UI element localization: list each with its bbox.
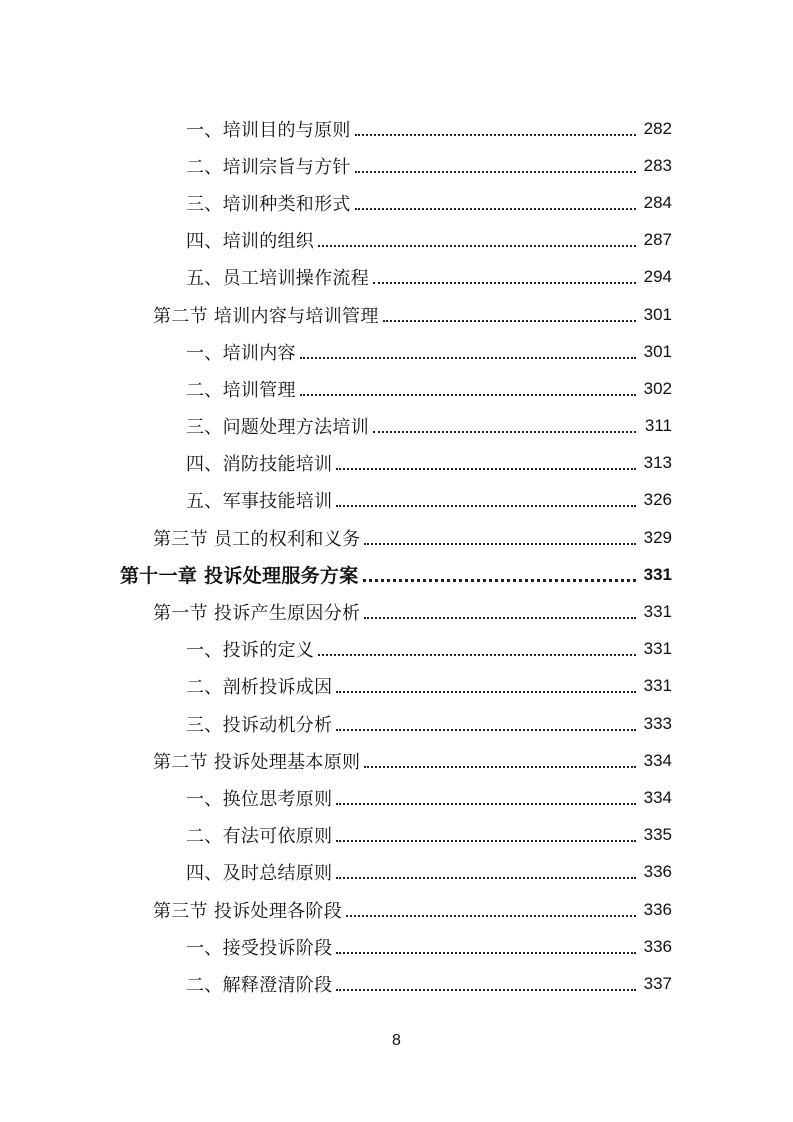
toc-dot-leader [336, 491, 636, 509]
toc-entry-title: 第二节 投诉处理基本原则 [153, 751, 361, 773]
toc-entry[interactable] [0, 631, 793, 668]
toc-dot-leader [300, 380, 636, 398]
toc-entry-page: 326 [643, 490, 672, 510]
toc-chapter-entry[interactable] [0, 556, 793, 593]
toc-entry-page: 311 [644, 416, 672, 436]
toc-entry[interactable] [0, 259, 793, 296]
toc-entry[interactable] [0, 965, 793, 1002]
toc-entry-title: 五、军事技能培训 [186, 491, 333, 513]
toc-entry-title: 四、及时总结原则 [186, 863, 333, 885]
toc-entry[interactable] [0, 854, 793, 891]
toc-dot-leader [336, 715, 636, 733]
toc-entry-title: 一、投诉的定义 [186, 640, 315, 662]
toc-entry-title: 三、投诉动机分析 [186, 714, 333, 736]
toc-dot-leader [364, 752, 636, 770]
toc-entry[interactable] [0, 705, 793, 742]
toc-entry-page: 284 [643, 192, 672, 212]
toc-entry[interactable] [0, 222, 793, 259]
toc-section-entry[interactable] [0, 519, 793, 556]
toc-entry-page: 331 [643, 602, 672, 622]
toc-entry-title: 三、培训种类和形式 [186, 193, 351, 215]
toc-entry[interactable] [0, 817, 793, 854]
toc-dot-leader [336, 789, 636, 807]
toc-entry[interactable] [0, 408, 793, 445]
toc-dot-leader [336, 938, 636, 956]
toc-dot-leader [373, 268, 636, 286]
toc-entry-page: 337 [643, 973, 672, 993]
table-of-contents [0, 110, 793, 1003]
toc-entry-page: 334 [643, 750, 672, 770]
toc-entry-title: 二、培训宗旨与方针 [186, 156, 351, 178]
page-number: 8 [392, 1032, 401, 1049]
toc-dot-leader [336, 826, 636, 844]
toc-entry-page: 335 [643, 825, 672, 845]
toc-dot-leader [363, 566, 636, 584]
toc-section-entry[interactable] [0, 742, 793, 779]
toc-entry-title: 四、培训的组织 [186, 231, 315, 253]
toc-entry[interactable] [0, 779, 793, 816]
toc-entry-page: 302 [643, 378, 672, 398]
toc-entry[interactable] [0, 110, 793, 147]
toc-entry[interactable] [0, 333, 793, 370]
toc-entry-title: 二、培训管理 [186, 379, 296, 401]
toc-entry[interactable] [0, 147, 793, 184]
toc-entry-page: 333 [643, 713, 672, 733]
toc-entry-title: 二、有法可依原则 [186, 826, 333, 848]
toc-entry-page: 334 [643, 787, 672, 807]
toc-dot-leader [383, 306, 636, 324]
toc-dot-leader [336, 975, 636, 993]
toc-entry-title: 三、问题处理方法培训 [186, 417, 369, 439]
toc-entry-title: 二、剖析投诉成因 [186, 677, 333, 699]
toc-dot-leader [355, 194, 636, 212]
toc-entry-title: 一、培训目的与原则 [186, 119, 351, 141]
toc-entry-title: 五、员工培训操作流程 [186, 268, 369, 290]
toc-dot-leader [346, 901, 636, 919]
toc-entry-page: 287 [643, 230, 672, 250]
toc-entry-page: 301 [643, 304, 672, 324]
toc-entry-page: 336 [643, 862, 672, 882]
toc-entry-page: 336 [643, 936, 672, 956]
toc-entry-page: 329 [643, 527, 672, 547]
toc-dot-leader [373, 417, 636, 435]
toc-entry-page: 294 [643, 267, 672, 287]
toc-entry-title: 一、培训内容 [186, 342, 296, 364]
toc-entry-title: 第一节 投诉产生原因分析 [153, 603, 361, 625]
toc-section-entry[interactable] [0, 296, 793, 333]
toc-dot-leader [364, 603, 636, 621]
toc-entry-title: 第三节 员工的权利和义务 [153, 528, 361, 550]
toc-entry[interactable] [0, 184, 793, 221]
toc-entry-page: 331 [643, 564, 672, 584]
toc-entry-title: 第二节 培训内容与培训管理 [153, 305, 379, 327]
toc-entry[interactable] [0, 445, 793, 482]
toc-entry-page: 336 [643, 899, 672, 919]
toc-dot-leader [318, 231, 636, 249]
toc-dot-leader [318, 640, 636, 658]
toc-entry-page: 283 [643, 155, 672, 175]
toc-entry-title: 二、解释澄清阶段 [186, 974, 333, 996]
toc-entry-title: 一、换位思考原则 [186, 788, 333, 810]
toc-dot-leader [364, 529, 636, 547]
toc-dot-leader [355, 157, 636, 175]
toc-entry-page: 282 [643, 118, 672, 138]
toc-dot-leader [336, 454, 636, 472]
toc-entry-title: 第三节 投诉处理各阶段 [153, 900, 343, 922]
toc-entry-page: 331 [643, 676, 672, 696]
toc-entry[interactable] [0, 482, 793, 519]
toc-entry-title: 四、消防技能培训 [186, 454, 333, 476]
toc-entry[interactable] [0, 928, 793, 965]
toc-dot-leader [300, 343, 636, 361]
toc-section-entry[interactable] [0, 593, 793, 630]
toc-dot-leader [355, 120, 636, 138]
toc-entry[interactable] [0, 668, 793, 705]
toc-entry-page: 313 [643, 453, 672, 473]
toc-entry-title: 一、接受投诉阶段 [186, 937, 333, 959]
toc-entry-title: 第十一章 投诉处理服务方案 [120, 565, 359, 588]
toc-entry-page: 331 [643, 639, 672, 659]
toc-dot-leader [336, 677, 636, 695]
toc-entry-page: 301 [643, 341, 672, 361]
toc-entry[interactable] [0, 370, 793, 407]
toc-section-entry[interactable] [0, 891, 793, 928]
toc-dot-leader [336, 863, 636, 881]
